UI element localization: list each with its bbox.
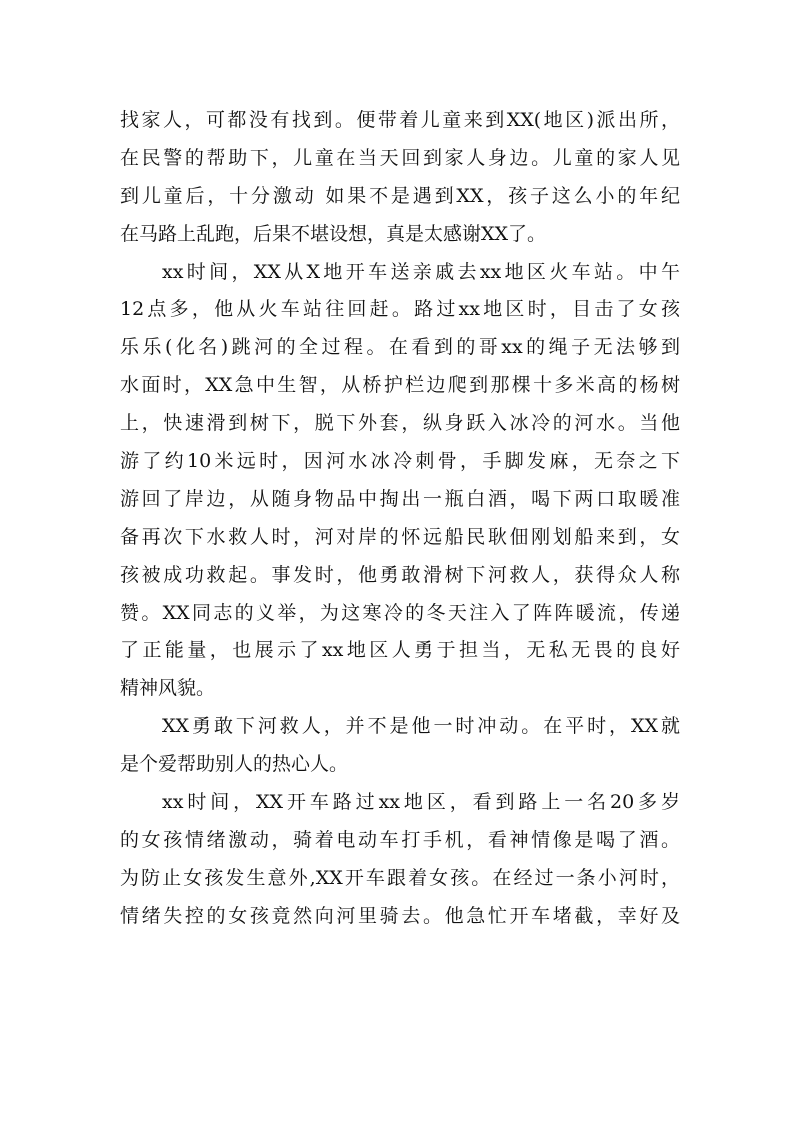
text-line: 到儿童后，十分激动 如果不是遇到XX，孩子这么小的年纪 — [120, 184, 680, 207]
text-line: 为防止女孩发生意外,XX开车跟着女孩。在经过一条小河时， — [120, 866, 680, 889]
text-line: xx时间，XX开车路过xx地区，看到路上一名20多岁 — [162, 791, 680, 814]
text-line: xx时间，XX从X地开车送亲戚去xx地区火车站。中午 — [162, 260, 680, 283]
text-line: 游回了岸边，从随身物品中掏出一瓶白酒，喝下两口取暖准 — [120, 487, 680, 510]
text-line: 上，快速滑到树下，脱下外套，纵身跃入冰冷的河水。当他 — [120, 412, 680, 435]
text-line: 的女孩情绪激动，骑着电动车打手机，看神情像是喝了酒。 — [120, 828, 680, 851]
text-line: 在马路上乱跑，后果不堪设想，真是太感谢XX了。 — [120, 222, 547, 245]
text-line: 12点多，他从火车站往回赶。路过xx地区时，目击了女孩 — [120, 298, 680, 321]
text-line: 水面时，XX急中生智，从桥护栏边爬到那棵十多米高的杨树 — [120, 374, 680, 397]
text-line: 孩被成功救起。事发时，他勇敢滑树下河救人，获得众人称 — [120, 563, 680, 586]
text-line: 是个爱帮助别人的热心人。 — [120, 753, 349, 776]
text-line: 在民警的帮助下，儿童在当天回到家人身边。儿童的家人见 — [120, 146, 680, 169]
text-line: 精神风貌。 — [120, 677, 216, 700]
document-body — [120, 102, 680, 936]
text-line: XX勇敢下河救人，并不是他一时冲动。在平时，XX就 — [162, 715, 680, 738]
text-line: 情绪失控的女孩竟然向河里骑去。他急忙开车堵截，幸好及 — [120, 904, 680, 927]
text-line: 备再次下水救人时，河对岸的怀远船民耿佃刚划船来到，女 — [120, 525, 680, 548]
text-line: 了正能量，也展示了xx地区人勇于担当，无私无畏的良好 — [120, 639, 680, 662]
text-line: 赞。XX同志的义举，为这寒冷的冬天注入了阵阵暖流，传递 — [120, 601, 680, 624]
text-line: 游了约10米远时，因河水冰冷刺骨，手脚发麻，无奈之下 — [120, 450, 680, 473]
text-line: 乐乐(化名)跳河的全过程。在看到的哥xx的绳子无法够到 — [120, 336, 680, 359]
text-line: 找家人，可都没有找到。便带着儿童来到XX(地区)派出所， — [120, 109, 680, 131]
